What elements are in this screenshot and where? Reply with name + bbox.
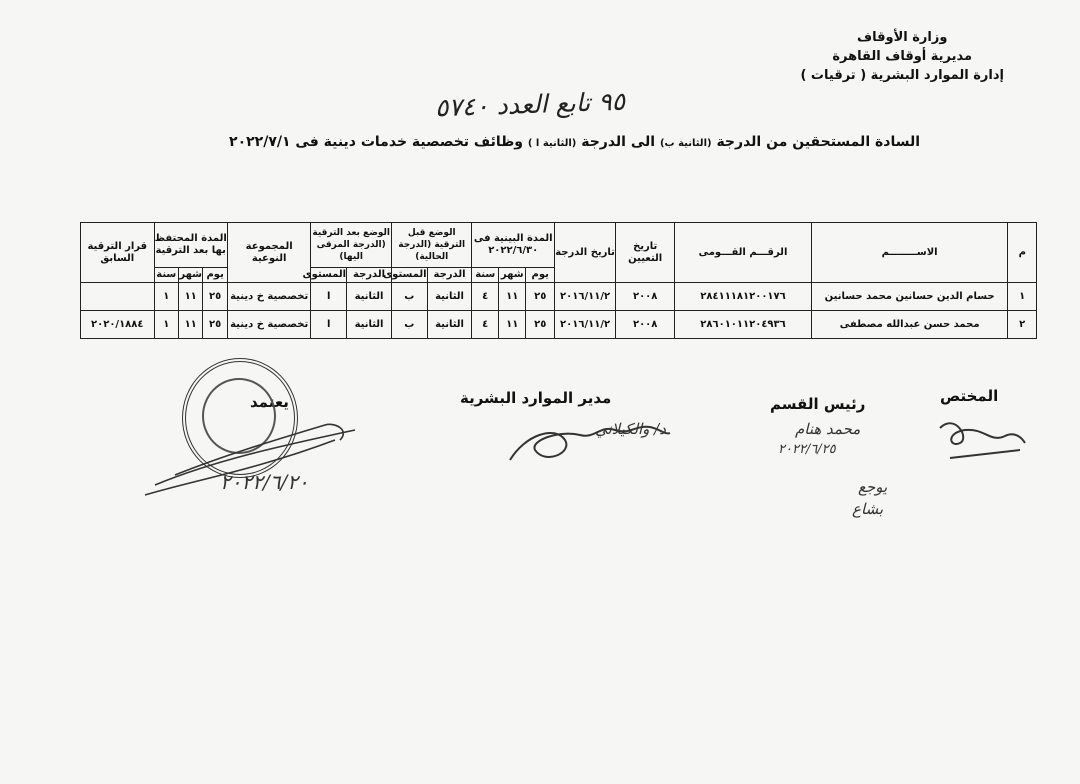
row-retained-year: ١ <box>154 311 178 339</box>
header-before-promotion: الوضع قبل الترقية (الدرجة الحالية) <box>391 223 472 268</box>
title-grade-from: (الثانية ب) <box>659 138 712 149</box>
table-row <box>81 311 1037 339</box>
row-after-level: ا <box>311 311 347 339</box>
header-interim-period: المدة البينية فى ٢٠٢٢/٦/٣٠ <box>472 223 555 268</box>
review-note-2: بشاع <box>852 500 884 518</box>
subheader-day: يوم <box>526 268 555 283</box>
row-group: تخصصية خ دينية <box>227 283 311 311</box>
row-national-id: ٢٨٤١١١٨١٢٠٠١٧٦ <box>675 283 812 311</box>
subheader-year: سنة <box>472 268 499 283</box>
promotion-table <box>80 222 1037 339</box>
subheader-level: المستوى <box>311 268 347 283</box>
row-period-day: ٢٥ <box>526 311 555 339</box>
header-national-id: الرقـــم القـــومى <box>675 223 812 283</box>
ministry-header <box>800 28 1004 85</box>
header-grade-date: تاريخ الدرجة <box>555 223 616 283</box>
row-grade-date: ٢٠١٦/١١/٢ <box>555 283 616 311</box>
document-title <box>150 134 920 150</box>
specialist-signature <box>930 408 1030 468</box>
hr-manager-note: د/ والكيلاني <box>595 420 666 438</box>
ministry-name: وزارة الأوقاف <box>857 30 948 45</box>
approval-date: ٢٠٢٢/٦/٢٠ <box>220 470 309 494</box>
row-retained-day: ٢٥ <box>203 283 227 311</box>
title-part-3: وظائف تخصصية خدمات دينية فى ٢٠٢٢/٧/١ <box>229 134 523 150</box>
row-period-day: ٢٥ <box>526 283 555 311</box>
row-before-level: ب <box>391 311 427 339</box>
section-head-date: ٢٠٢٢/٦/٢٥ <box>778 442 836 457</box>
row-group: تخصصية خ دينية <box>227 311 311 339</box>
directorate-name: مديرية أوقاف القاهرة <box>832 49 973 64</box>
subheader-level: المستوى <box>391 268 427 283</box>
table-row <box>81 283 1037 311</box>
title-part-2: الى الدرجة <box>581 134 656 150</box>
row-retained-day: ٢٥ <box>203 311 227 339</box>
row-appointment-date: ٢٠٠٨ <box>616 283 675 311</box>
row-name: حسام الدين حسانين محمد حسانين <box>811 283 1008 311</box>
row-previous-decision <box>81 283 155 311</box>
subheader-day: يوم <box>203 268 227 283</box>
hr-manager-label: مدير الموارد البشرية <box>460 389 612 407</box>
header-retained-period: المدة المحتفظ بها بعد الترقية <box>154 223 227 268</box>
row-before-grade: الثانية <box>427 283 472 311</box>
section-head-note: محمد هنام <box>795 420 861 438</box>
header-after-promotion: الوضع بعد الترقية (الدرجة المرقى اليها) <box>311 223 392 268</box>
row-after-grade: الثانية <box>347 311 392 339</box>
title-grade-to: (الثانية ا ) <box>527 138 577 149</box>
title-part-1: السادة المستحقين من الدرجة <box>716 134 920 150</box>
subheader-grade: الدرجة <box>347 268 392 283</box>
row-after-grade: الثانية <box>347 283 392 311</box>
row-num: ٢ <box>1008 311 1037 339</box>
row-period-month: ١١ <box>498 311 526 339</box>
row-appointment-date: ٢٠٠٨ <box>616 311 675 339</box>
row-national-id: ٢٨٦٠١٠١١٢٠٤٩٣٦ <box>675 311 812 339</box>
subheader-month: شهر <box>178 268 202 283</box>
header-previous-decision: قرار الترقية السابق <box>81 223 155 283</box>
handwritten-reference: ٩٥ تابع العدد ٥٧٤٠ <box>434 86 626 123</box>
row-retained-month: ١١ <box>178 311 202 339</box>
approved-label: يعتمد <box>250 393 289 411</box>
row-after-level: ا <box>311 283 347 311</box>
header-appointment-date: تاريخ التعيين <box>616 223 675 283</box>
subheader-year: سنة <box>154 268 178 283</box>
row-retained-year: ١ <box>154 283 178 311</box>
subheader-month: شهر <box>498 268 526 283</box>
row-period-year: ٤ <box>472 283 499 311</box>
row-period-month: ١١ <box>498 283 526 311</box>
row-retained-month: ١١ <box>178 283 202 311</box>
subheader-grade: الدرجة <box>427 268 472 283</box>
row-previous-decision: ٢٠٢٠/١٨٨٤ <box>81 311 155 339</box>
row-name: محمد حسن عبدالله مصطفى <box>811 311 1008 339</box>
department-name: إدارة الموارد البشرية ( ترقيات ) <box>800 68 1004 83</box>
row-before-level: ب <box>391 283 427 311</box>
section-head-label: رئيس القسم <box>770 395 866 413</box>
row-before-grade: الثانية <box>427 311 472 339</box>
specialist-label: المختص <box>940 387 999 405</box>
review-note-1: يوجع <box>858 478 888 496</box>
header-name: الاســــــــم <box>811 223 1008 283</box>
row-num: ١ <box>1008 283 1037 311</box>
header-group: المجموعة النوعية <box>227 223 311 283</box>
header-num: م <box>1008 223 1037 283</box>
row-period-year: ٤ <box>472 311 499 339</box>
row-grade-date: ٢٠١٦/١١/٢ <box>555 311 616 339</box>
